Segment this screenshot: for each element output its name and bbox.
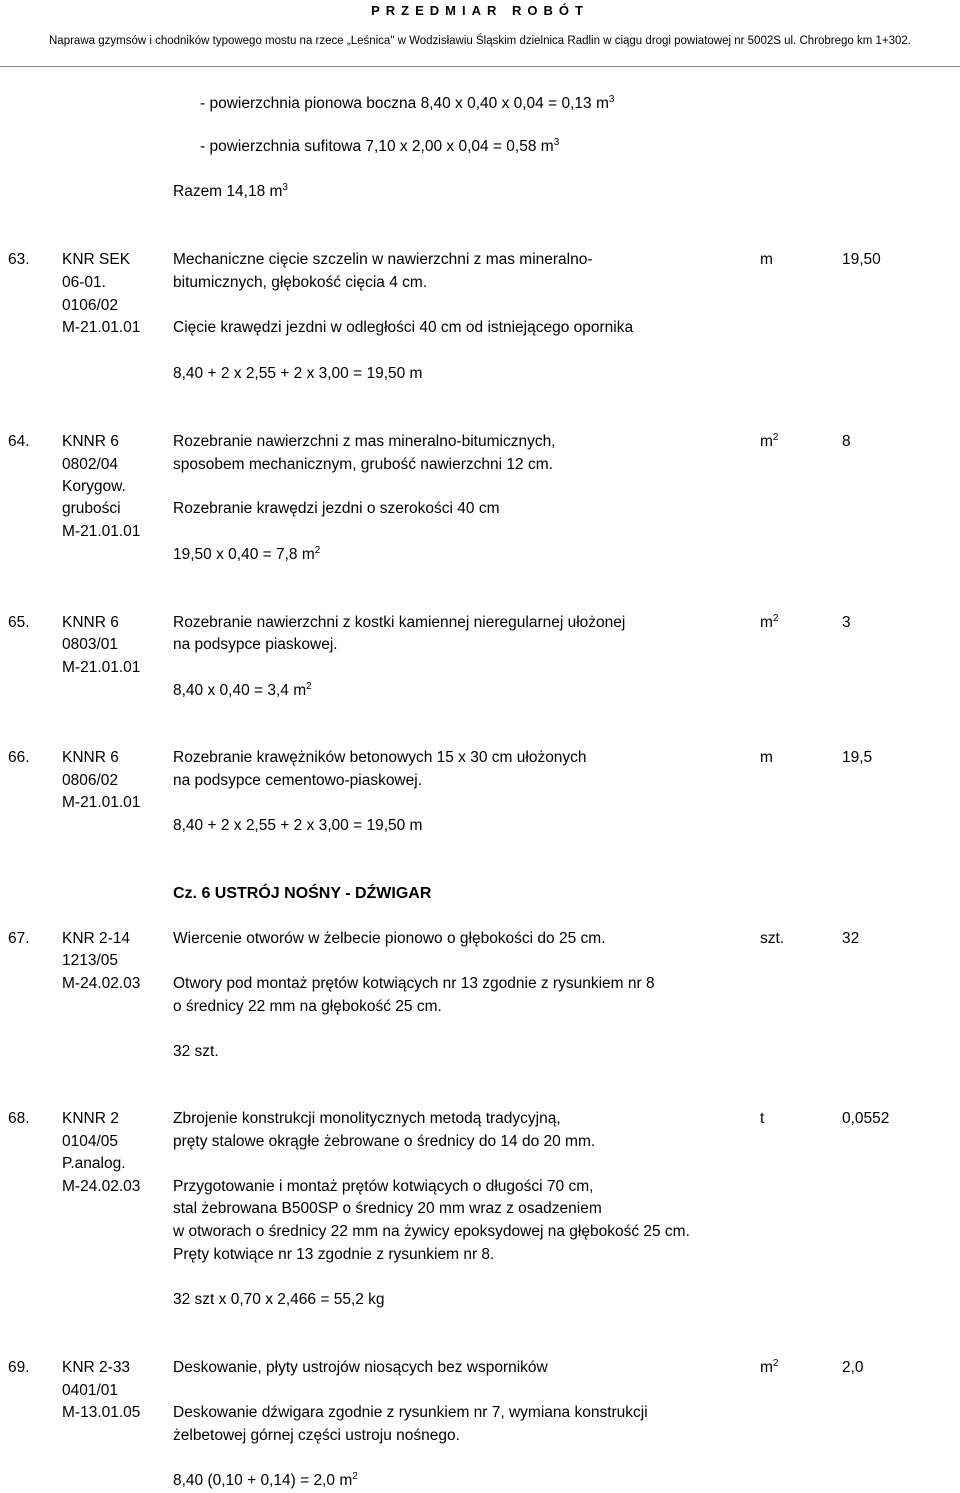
- item-unit: szt.: [760, 930, 785, 947]
- item-unit: m: [760, 749, 773, 766]
- item-description-line: na podsypce cementowo-piaskowej.: [173, 772, 422, 789]
- item-code-line: 0106/02: [62, 297, 119, 314]
- item-description-line: na podsypce piaskowej.: [173, 636, 338, 653]
- item-calculation: 32 szt.: [173, 1043, 219, 1060]
- item-calculation: 19,50 x 0,40 = 7,8 $m^2$: [173, 545, 321, 563]
- item-note-line: Pręty kotwiące nr 13 zgodnie z rysunkiem nr 8.: [173, 1246, 495, 1263]
- item-calculation: 8,40 x 0,40 = 3,4 $m^2$: [173, 681, 312, 699]
- item-calculation: 32 szt x 0,70 x 2,466 = 55,2 kg: [173, 1291, 385, 1308]
- item-description-line: Mechaniczne cięcie szczelin w nawierzchni z mas mineralno-: [173, 251, 593, 268]
- item-quantity: 2,0: [842, 1359, 864, 1376]
- item-code-line: 0806/02: [62, 772, 119, 789]
- item-number: 67.: [8, 930, 30, 947]
- item-code-line: 06-01.: [62, 274, 106, 291]
- item-code-line: M-24.02.03: [62, 975, 141, 992]
- item-unit: $m^2$: [760, 613, 779, 631]
- item-description-line: Wiercenie otworów w żelbecie pionowo o głębokości do 25 cm.: [173, 930, 606, 947]
- item-unit: $m^2$: [760, 1358, 779, 1376]
- item-code-line: M-21.01.01: [62, 794, 141, 811]
- item-code-line: M-21.01.01: [62, 319, 141, 336]
- item-code-line: KNR 2-14: [62, 930, 131, 947]
- item-calculation: 8,40 (0,10 + 0,14) = 2,0 $m^2$: [173, 1471, 358, 1489]
- item-quantity: 3: [842, 614, 851, 631]
- item-code-line: grubości: [62, 500, 121, 517]
- section-heading: Cz. 6 USTRÓJ NOŚNY - DŹWIGAR: [173, 885, 432, 902]
- item-note-line: stal żebrowana B500SP o średnicy 20 mm wraz z osadzeniem: [173, 1200, 602, 1217]
- item-code-line: 0802/04: [62, 456, 119, 473]
- intro-total: Razem 14,18 $m^3$: [173, 182, 288, 200]
- item-quantity: 8: [842, 433, 851, 450]
- item-code-line: KNR 2-33: [62, 1359, 131, 1376]
- item-note-line: Przygotowanie i montaż prętów kotwiących o długości 70 cm,: [173, 1178, 594, 1195]
- item-note-line: żelbetowej górnej części ustroju nośnego.: [173, 1427, 460, 1444]
- item-code-line: 1213/05: [62, 952, 119, 969]
- item-code-line: M-13.01.05: [62, 1404, 141, 1421]
- item-description-line: sposobem mechanicznym, grubość nawierzchni 12 cm.: [173, 456, 553, 473]
- item-unit: t: [760, 1110, 765, 1127]
- item-code-line: M-21.01.01: [62, 659, 141, 676]
- item-calculation: 8,40 + 2 x 2,55 + 2 x 3,00 = 19,50 m: [173, 817, 423, 834]
- item-note: Rozebranie krawędzi jezdni o szerokości 40 cm: [173, 500, 500, 517]
- item-quantity: 0,0552: [842, 1110, 890, 1127]
- item-code-line: 0401/01: [62, 1382, 119, 1399]
- item-note-line: Deskowanie dźwigara zgodnie z rysunkiem nr 7, wymiana konstrukcji: [173, 1404, 648, 1421]
- item-code-line: KNNR 6: [62, 749, 119, 766]
- item-code-line: KNNR 6: [62, 433, 119, 450]
- item-number: 64.: [8, 433, 30, 450]
- item-code-line: M-24.02.03: [62, 1178, 141, 1195]
- item-note-line: w otworach o średnicy 22 mm na żywicy epoksydowej na głębokość 25 cm.: [173, 1223, 690, 1240]
- item-number: 65.: [8, 614, 30, 631]
- item-code-line: M-21.01.01: [62, 523, 141, 540]
- item-code-line: 0104/05: [62, 1133, 119, 1150]
- item-description-line: Deskowanie, płyty ustrojów niosących bez wsporników: [173, 1359, 548, 1376]
- item-description-line: Rozebranie nawierzchni z kostki kamiennej nieregularnej ułożonej: [173, 614, 626, 631]
- item-note-line: Otwory pod montaż prętów kotwiących nr 13 zgodnie z rysunkiem nr 8: [173, 975, 655, 992]
- item-quantity: 19,5: [842, 749, 873, 766]
- document-subtitle: Naprawa gzymsów i chodników typowego mostu na rzece „Leśnica" w Wodzisławiu Śląskim dzielnica Radlin w ciągu drogi powiatowej nr 5002S ul. Chrobrego km 1+302.: [49, 35, 911, 47]
- item-number: 68.: [8, 1110, 30, 1127]
- header-divider: [0, 66, 960, 67]
- item-code-line: KNR SEK: [62, 251, 131, 268]
- item-quantity: 19,50: [842, 251, 881, 268]
- item-note: Cięcie krawędzi jezdni w odległości 40 cm od istniejącego opornika: [173, 319, 634, 336]
- intro-line-side-surface: - powierzchnia pionowa boczna 8,40 x 0,40 x 0,04 = 0,13 $m^3$: [200, 94, 615, 112]
- item-note-line: o średnicy 22 mm na głębokość 25 cm.: [173, 998, 442, 1015]
- item-number: 63.: [8, 251, 30, 268]
- item-code-line: KNNR 6: [62, 614, 119, 631]
- item-description-line: Rozebranie krawężników betonowych 15 x 30 cm ułożonych: [173, 749, 587, 766]
- item-code-line: Korygow.: [62, 478, 126, 495]
- item-number: 66.: [8, 749, 30, 766]
- item-unit: m: [760, 251, 773, 268]
- item-code-line: P.analog.: [62, 1155, 126, 1172]
- item-unit: $m^2$: [760, 432, 779, 450]
- intro-line-ceiling-surface: - powierzchnia sufitowa 7,10 x 2,00 x 0,04 = 0,58 $m^3$: [200, 137, 560, 155]
- item-description-line: Zbrojenie konstrukcji monolitycznych metodą tradycyjną,: [173, 1110, 561, 1127]
- item-description-line: Rozebranie nawierzchni z mas mineralno-bitumicznych,: [173, 433, 556, 450]
- item-code-line: KNNR 2: [62, 1110, 119, 1127]
- item-calculation: 8,40 + 2 x 2,55 + 2 x 3,00 = 19,50 m: [173, 365, 423, 382]
- item-code-line: 0803/01: [62, 636, 119, 653]
- item-description-line: bitumicznych, głębokość cięcia 4 cm.: [173, 274, 428, 291]
- document-title: PRZEDMIAR ROBÓT: [371, 3, 589, 18]
- item-description-line: pręty stalowe okrągłe żebrowane o średnicy do 14 do 20 mm.: [173, 1133, 596, 1150]
- item-number: 69.: [8, 1359, 30, 1376]
- item-quantity: 32: [842, 930, 860, 947]
